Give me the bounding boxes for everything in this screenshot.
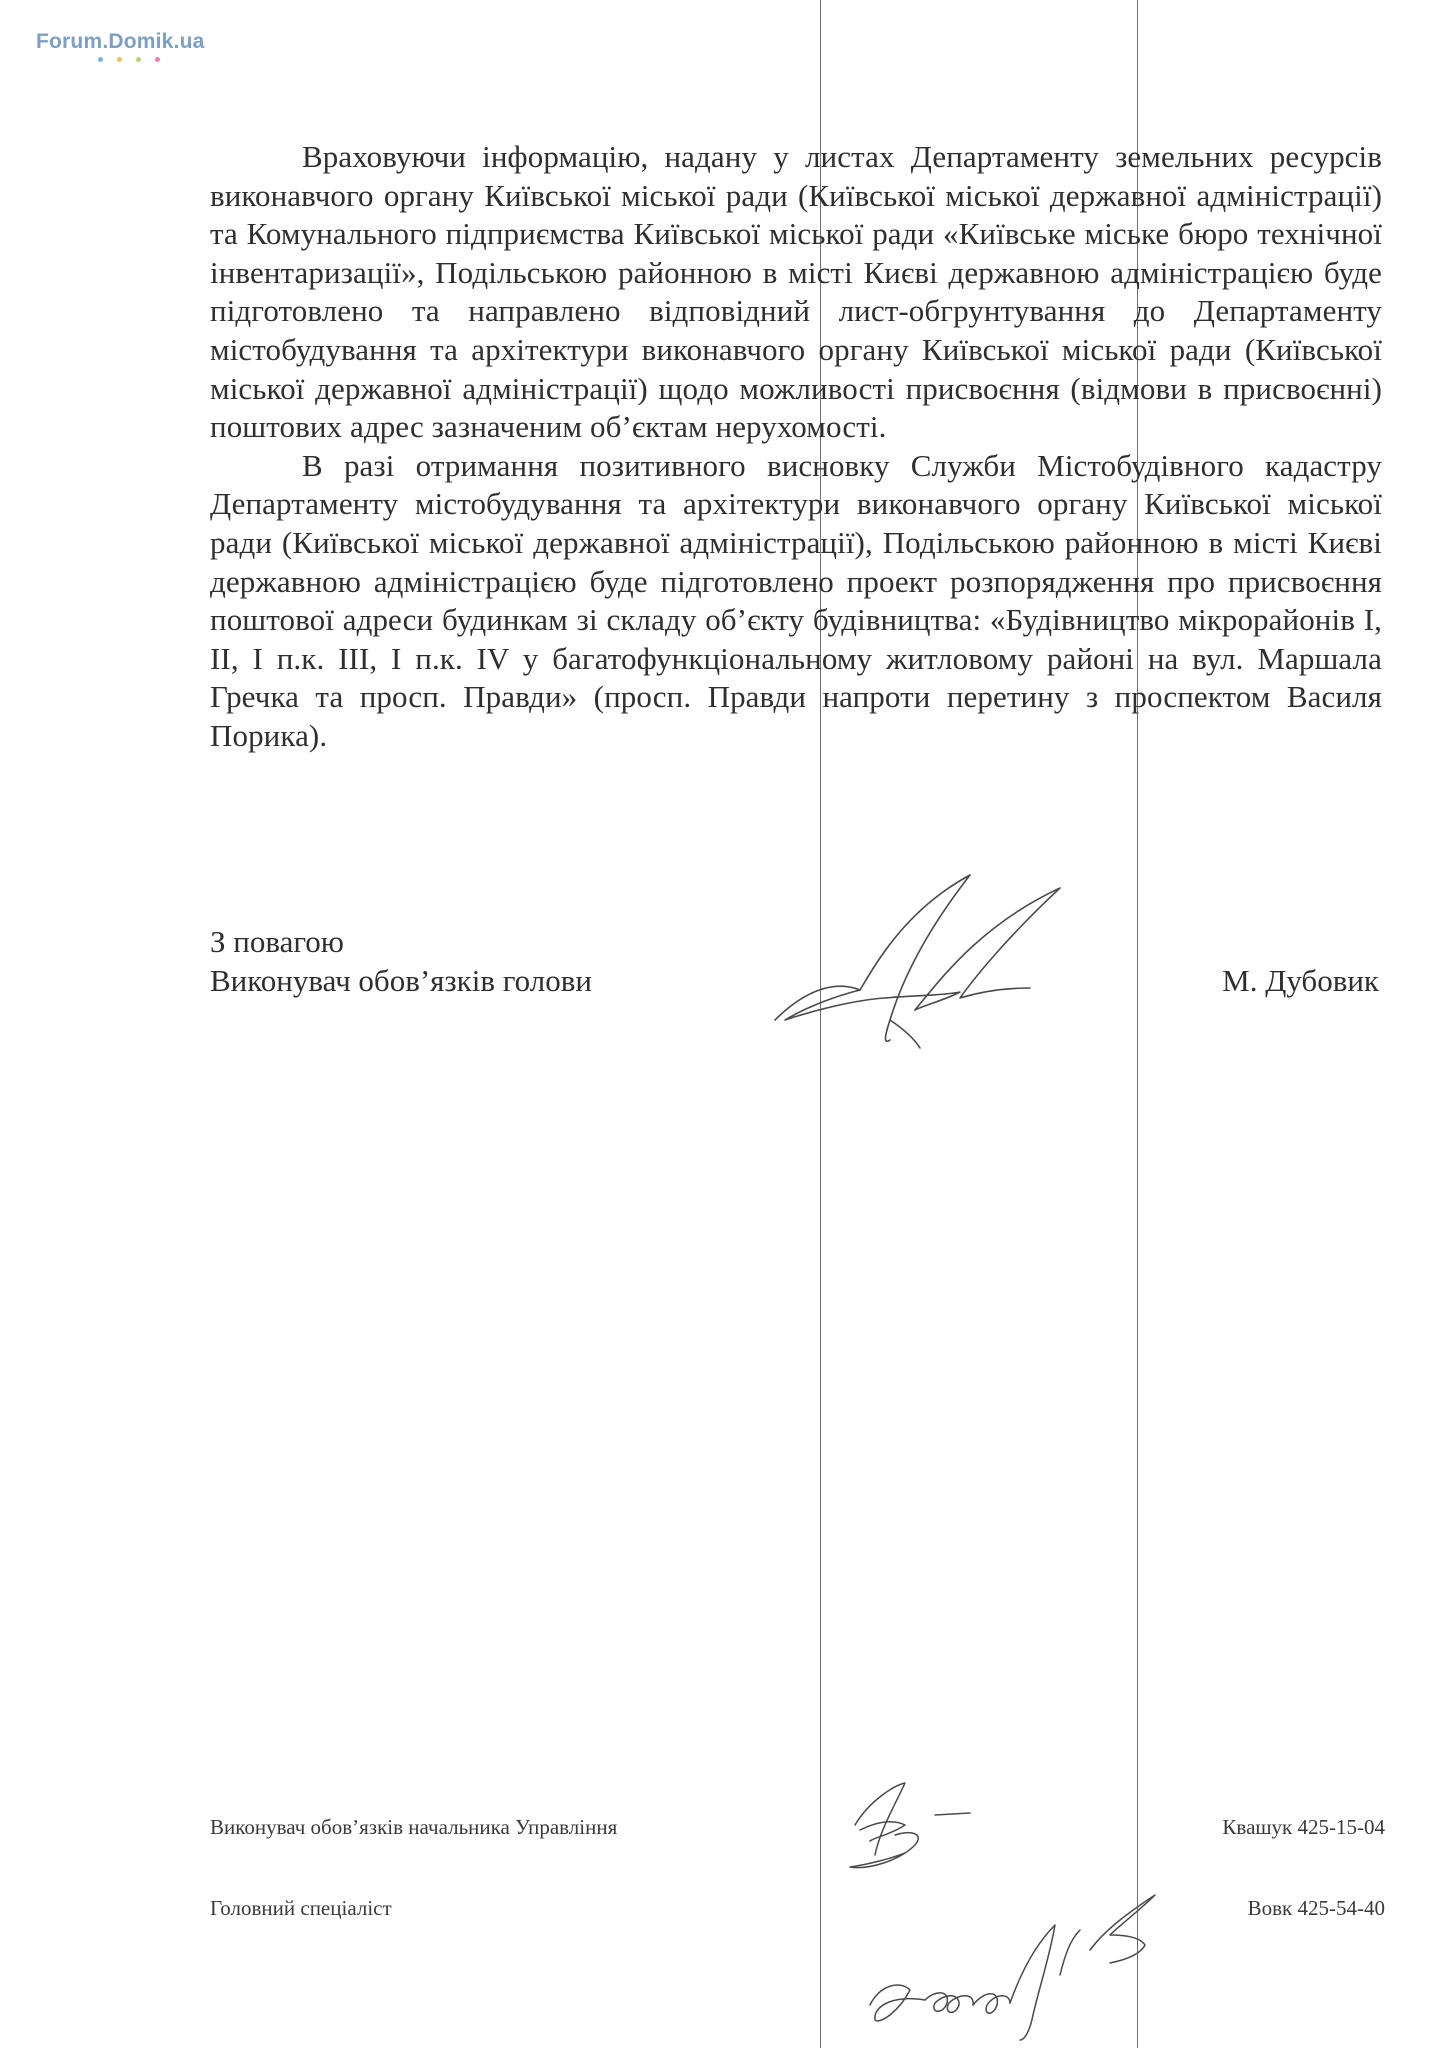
letter-body	[210, 138, 1382, 756]
footer-deputy-head-contact: Квашук 425-15-04	[1222, 1815, 1385, 1839]
watermark-dot	[136, 57, 141, 62]
watermark-text: Forum.Domik.ua	[36, 30, 205, 53]
footer-chief-specialist-title: Головний спеціаліст	[210, 1896, 392, 1920]
watermark-dot	[98, 57, 103, 62]
paragraph-1: Враховуючи інформацію, надану у листах Департаменту земельних ресурсів виконавчого органу Київської міської ради (Київської міської державної адміністрації) та Комунального підприємства Київської міської ради «Київське міське бюро технічної інвентаризації», Подільською районною в місті Києві державною адміністрацією буде підготовлено та направлено відповідний лист-обгрунтування до Департаменту містобудування та архітектури виконавчого органу Київської міської ради (Київської міської державної адміністрації) щодо можливості присвоєння (відмови в присвоєнні) поштових адрес зазначеним об’єктам нерухомості.	[210, 139, 1382, 445]
main-signature	[765, 870, 1095, 1060]
closing-regards: З повагою	[210, 924, 344, 959]
footer-row-2	[210, 1895, 1385, 1921]
watermark-dots	[98, 57, 204, 62]
paragraph-2: В разі отримання позитивного висновку Служби Містобудівного кадастру Департаменту містобудування та архітектури виконавчого органу Київської міської ради (Київської міської державної адміністрації), Подільською районною в місті Києві державною адміністрацією буде підготовлено проект розпорядження про присвоєння поштової адреси будинкам зі складу об’єкту будівництва: «Будівництво мікрорайонів І, ІІ, І п.к. ІІІ, І п.к. IV у багатофункціональному житловому районі на вул. Маршала Гречка та просп. Правди» (просп. Правди напроти перетину з проспектом Василя Порика).	[210, 447, 1382, 753]
watermark-logo	[36, 30, 204, 62]
signer-name: М. Дубовик	[1222, 963, 1379, 998]
watermark-dot	[155, 57, 160, 62]
watermark-dot	[117, 57, 122, 62]
footer-deputy-head-title: Виконувач обов’язків начальника Управління	[210, 1815, 618, 1839]
initials-signature-2	[855, 1855, 1185, 2045]
closing-block	[210, 923, 592, 1000]
footer-row-1	[210, 1814, 1385, 1840]
footer-chief-specialist-contact: Вовк 425-54-40	[1247, 1896, 1385, 1920]
closing-title: Виконувач обов’язків голови	[210, 962, 592, 998]
